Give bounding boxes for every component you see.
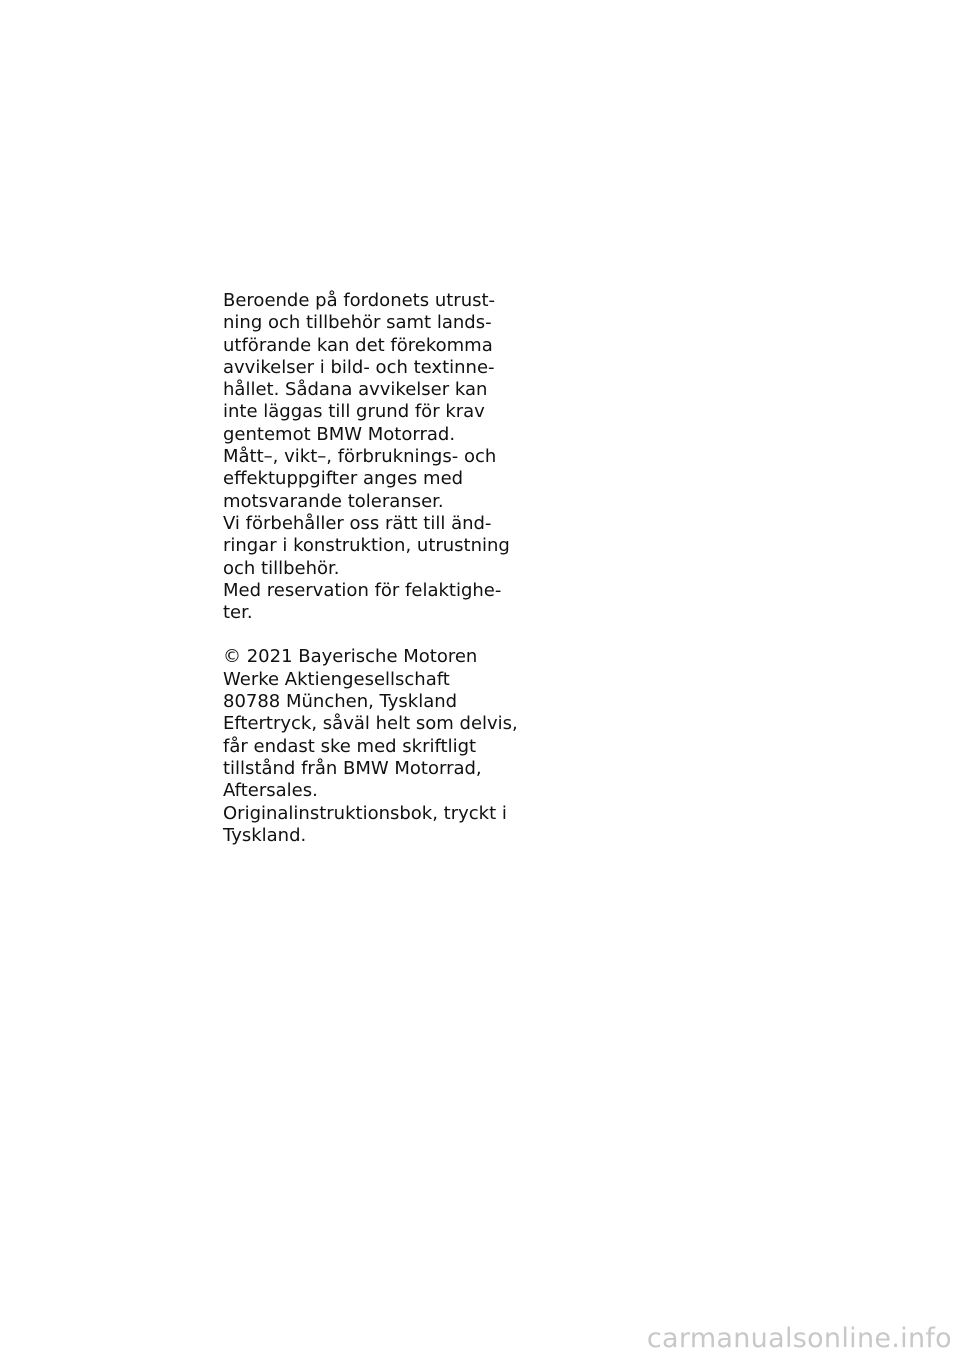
copyright-paragraph (223, 646, 518, 847)
text-line: motsvarande toleranser. (223, 490, 444, 512)
text-line: ter. (223, 602, 253, 624)
text-line: Werke Aktiengesellschaft (223, 668, 450, 690)
site-watermark: carmanualsonline.info (646, 1323, 952, 1354)
text-line: © 2021 Bayerische Motoren (223, 646, 478, 668)
text-line: utförande kan det förekomma (223, 334, 493, 356)
text-line: gentemot BMW Motorrad. (223, 423, 456, 445)
text-line: får endast ske med skriftligt (223, 735, 477, 757)
text-line: Tyskland. (223, 824, 307, 846)
text-line: 80788 München, Tyskland (223, 691, 458, 713)
disclaimer-paragraph (223, 290, 510, 624)
text-line: Eftertryck, såväl helt som delvis, (223, 713, 518, 735)
text-line: Vi förbehåller oss rätt till änd- (223, 512, 492, 534)
text-line: Mått–, vikt–, förbruknings- och (223, 446, 497, 468)
text-line: effektuppgifter anges med (223, 468, 464, 490)
text-line: avvikelser i bild- och textinne- (223, 356, 495, 378)
text-line: inte läggas till grund för krav (223, 401, 485, 423)
text-line: Originalinstruktionsbok, tryckt i (223, 802, 507, 824)
text-line: tillstånd från BMW Motorrad, (223, 757, 482, 779)
imprint-text-column (223, 290, 518, 847)
text-line: ringar i konstruktion, utrustning (223, 535, 510, 557)
text-line: Med reservation för felaktighe- (223, 579, 502, 601)
text-line: och tillbehör. (223, 557, 340, 579)
text-line: ning och tillbehör samt lands- (223, 312, 492, 334)
paragraph-spacer (223, 624, 503, 646)
text-line: hållet. Sådana avvikelser kan (223, 379, 488, 401)
text-line: Aftersales. (223, 780, 318, 802)
text-line: Beroende på fordonets utrust- (223, 290, 496, 311)
